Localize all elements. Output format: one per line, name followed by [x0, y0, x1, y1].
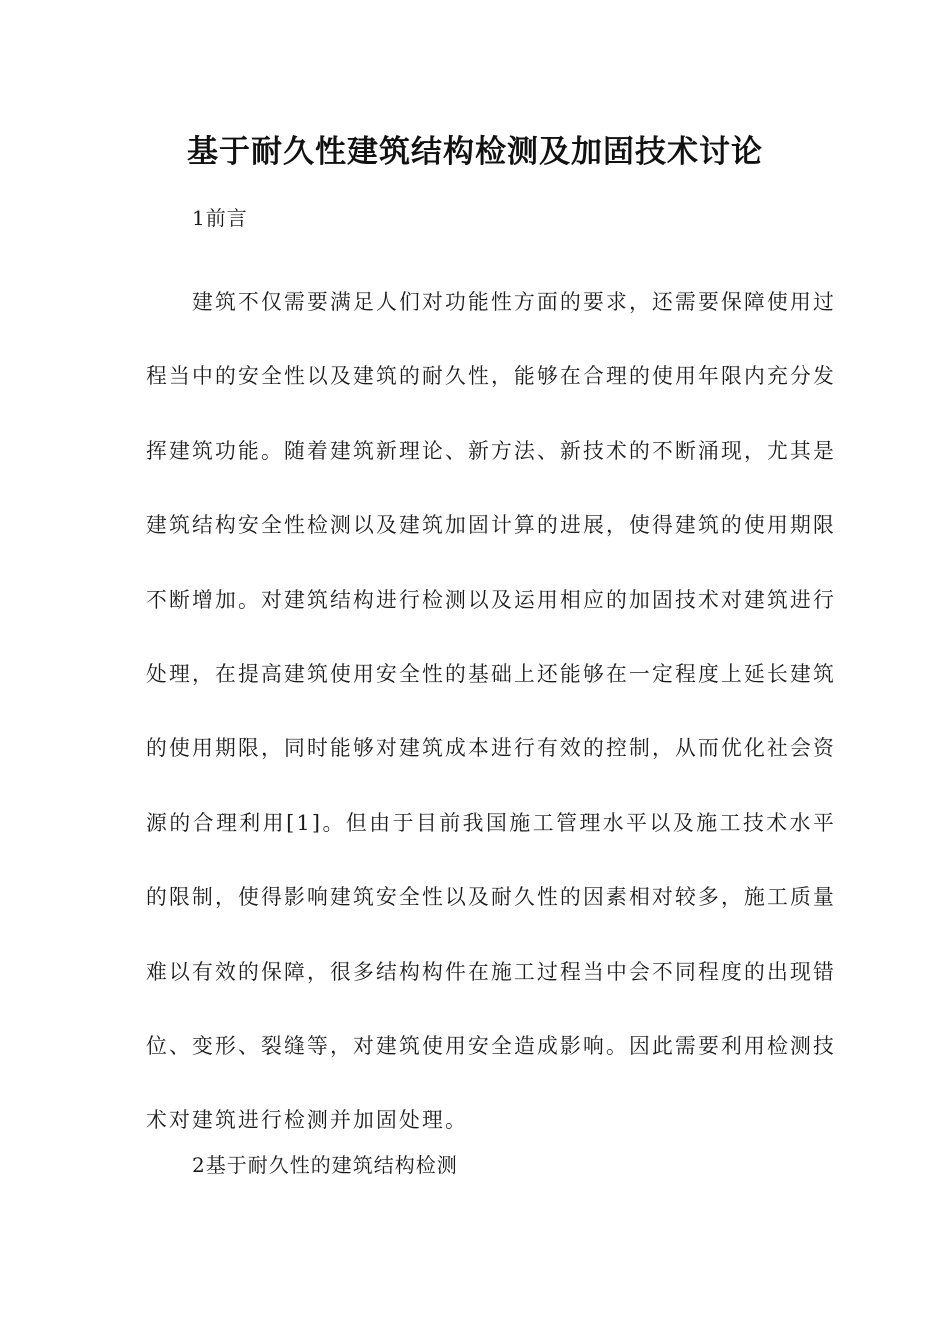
section-heading-detection: 2基于耐久性的建筑结构检测 — [192, 1153, 458, 1177]
intro-paragraph: 建筑不仅需要满足人们对功能性方面的要求，还需要保障使用过程当中的安全性以及建筑的耐久性，能够在合理的使用年限内充分发挥建筑功能。随着建筑新理论、新方法、新技术的不断涌现，尤其是建筑结构安全性检测以及建筑加固计算的进展，使得建筑的使用期限不断增加。对建筑结构进行检测以及运用相应的加固技术对建筑进行处理，在提高建筑使用安全性的基础上还能够在一定程度上延长建筑的使用期限，同时能够对建筑成本进行有效的控制，从而优化社会资源的合理利用[1]。但由于目前我国施工管理水平以及施工技术水平的限制，使得影响建筑安全性以及耐久性的因素相对较多，施工质量难以有效的保障，很多结构构件在施工过程当中会不同程度的出现错位、变形、裂缝等，对建筑使用安全造成影响。因此需要利用检测技术对建筑进行检测并加固处理。 — [146, 290, 836, 1133]
section-heading-intro: 1前言 — [192, 206, 248, 230]
document-title: 基于耐久性建筑结构检测及加固技术讨论 — [187, 134, 763, 170]
